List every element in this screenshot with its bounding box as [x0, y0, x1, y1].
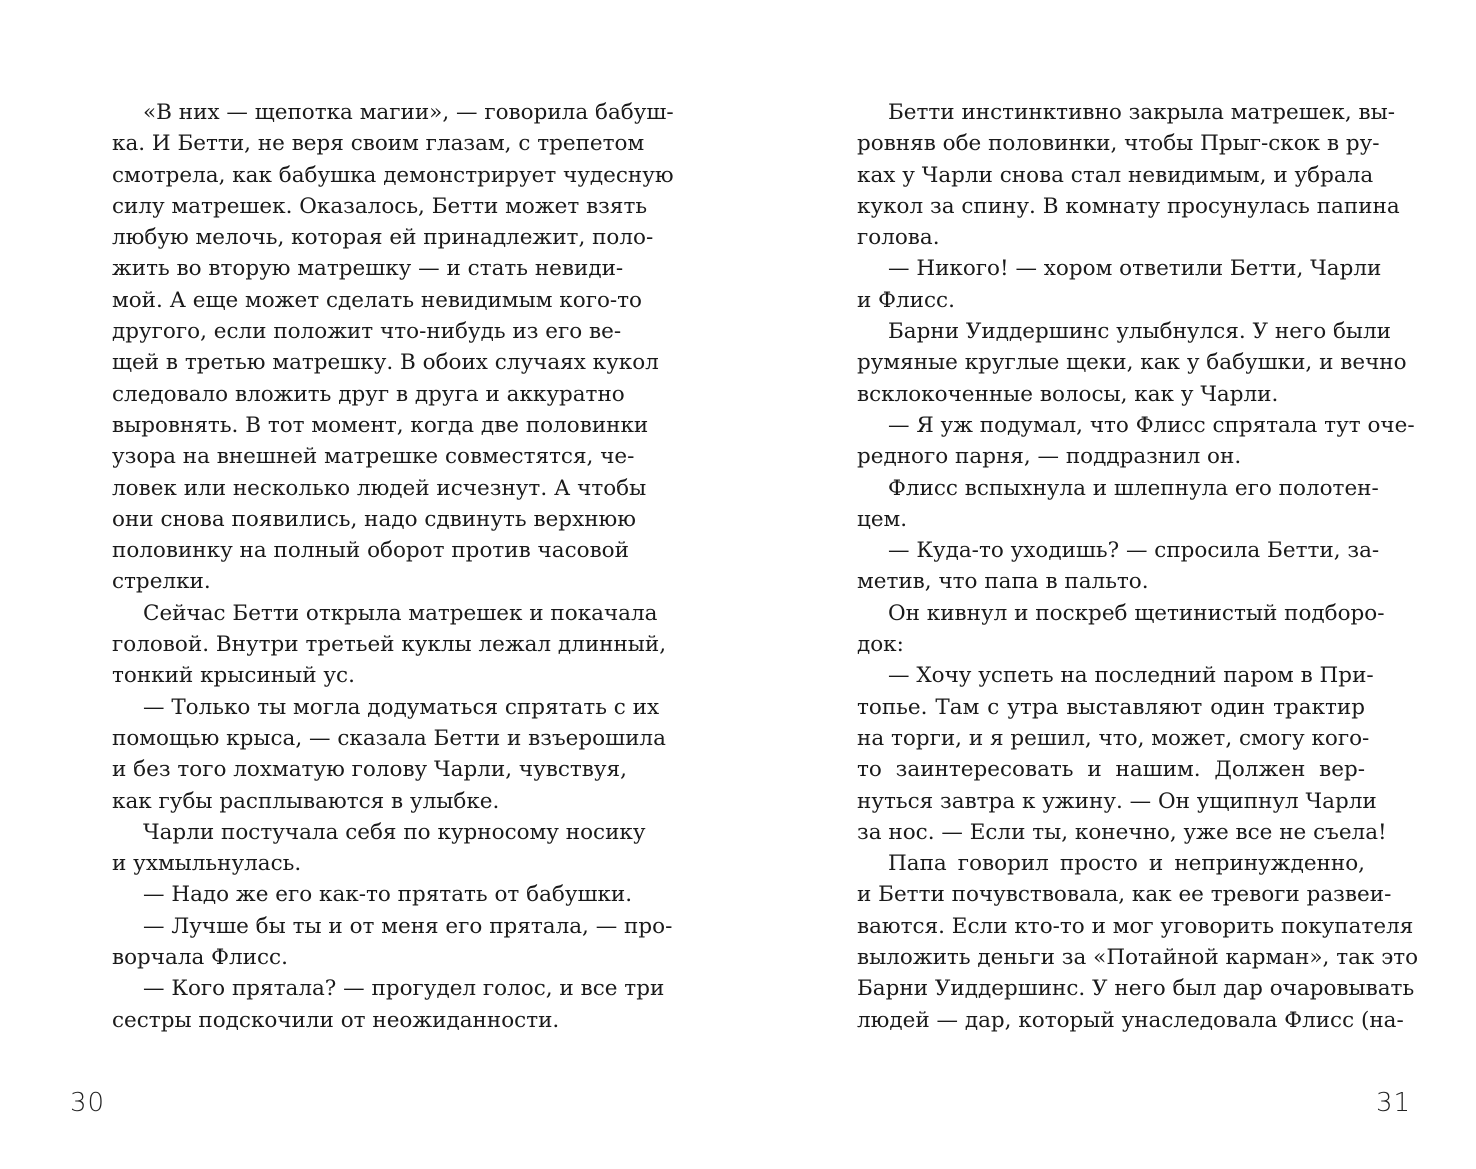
text-line: мой. А еще может сделать невидимым кого-то	[112, 287, 643, 313]
text-line: всклокоченные волосы, как у Чарли.	[857, 381, 1279, 407]
text-line: — Кого прятала? — прогудел голос, и все три	[143, 976, 665, 1002]
text-line: цем.	[857, 506, 908, 532]
text-line: — Куда-то уходишь? — спросила Бетти, за-	[888, 538, 1380, 564]
text-line: — Лучше бы ты и от меня его прятала, — про-	[143, 913, 673, 939]
text-line: Сейчас Бетти открыла матрешек и покачала	[143, 600, 658, 626]
text-line: на торги, и я решил, что, может, смогу кого-	[857, 725, 1370, 751]
text-line: «В них — щепотка магии», — говорила бабуш-	[143, 100, 674, 125]
text-line: Он кивнул и поскреб щетинистый подборо-	[888, 600, 1385, 626]
text-line: ловек или несколько людей исчезнут. А чтобы	[112, 475, 647, 501]
text-line: ках у Чарли снова стал невидимым, и убрала	[857, 162, 1374, 188]
text-line: смотрела, как бабушка демонстрирует чудесную	[112, 162, 674, 188]
text-line: они снова появились, надо сдвинуть верхнюю	[112, 506, 636, 532]
text-line: — Надо же его как-то прятать от бабушки.	[143, 882, 633, 908]
text-line: Барни Уиддершинс. У него был дар очаровывать	[857, 976, 1415, 1002]
right-page-number: 31	[1376, 1088, 1412, 1118]
text-line: ворчала Флисс.	[112, 945, 288, 971]
text-line: людей — дар, который унаследовала Флисс (на-	[857, 1007, 1404, 1033]
text-line: силу матрешек. Оказалось, Бетти может взять	[112, 193, 648, 219]
text-line: и Бетти почувствовала, как ее тревоги развеи-	[857, 882, 1392, 908]
text-line: кукол за спину. В комнату просунулась папина	[857, 193, 1400, 219]
text-line: любую мелочь, которая ей принадлежит, поло-	[112, 225, 654, 251]
text-line: жить во вторую матрешку — и стать невиди-	[112, 256, 624, 282]
right-page-text	[857, 97, 1419, 1036]
text-line: следовало вложить друг в друга и аккуратно	[112, 381, 625, 407]
text-line: за нос. — Если ты, конечно, уже все не съела!	[857, 819, 1387, 845]
left-page-text	[112, 97, 674, 1036]
text-line: нуться завтра к ужину. — Он ущипнул Чарли	[857, 788, 1377, 814]
text-line: и Флисс.	[857, 287, 955, 313]
text-line: как губы расплываются в улыбке.	[112, 788, 500, 814]
text-line: — Только ты могла додуматься спрятать с их	[143, 694, 660, 720]
text-line: и без того лохматую голову Чарли, чувствуя,	[112, 757, 627, 783]
text-line: половинку на полный оборот против часовой	[112, 538, 629, 564]
text-line: стрелки.	[112, 569, 211, 595]
text-line: — Хочу успеть на последний паром в При-	[888, 663, 1374, 689]
text-line: — Я уж подумал, что Флисс спрятала тут оче-	[888, 412, 1415, 438]
text-line: ваются. Если кто-то и мог уговорить покупателя	[857, 913, 1414, 939]
text-line: узора на внешней матрешке совместятся, че-	[112, 444, 635, 470]
text-line: то заинтересовать и нашим. Должен вер-	[857, 757, 1365, 783]
text-line: румяные круглые щеки, как у бабушки, и вечно	[857, 350, 1407, 376]
text-line: Чарли постучала себя по курносому носику	[143, 819, 646, 845]
text-line: выложить деньги за «Потайной карман», так это	[857, 945, 1419, 971]
text-line: ровняв обе половинки, чтобы Прыг-скок в ру-	[857, 131, 1380, 157]
text-line: топье. Там с утра выставляют один трактир	[857, 694, 1365, 720]
text-line: голова.	[857, 225, 940, 251]
text-line: Папа говорил просто и непринужденно,	[888, 851, 1365, 877]
text-line: щей в третью матрешку. В обоих случаях кукол	[112, 350, 659, 376]
left-page-number: 30	[70, 1088, 106, 1118]
text-line: другого, если положит что-нибудь из его ве-	[112, 319, 622, 345]
text-line: и ухмыльнулась.	[112, 851, 302, 877]
text-line: помощью крыса, — сказала Бетти и взъерошила	[112, 725, 666, 751]
text-line: Флисс вспыхнула и шлепнула его полотен-	[888, 475, 1379, 501]
text-line: выровнять. В тот момент, когда две половинки	[112, 412, 649, 438]
text-line: — Никого! — хором ответили Бетти, Чарли	[888, 256, 1382, 282]
text-line: метив, что папа в пальто.	[857, 569, 1149, 595]
text-line: сестры подскочили от неожиданности.	[112, 1007, 560, 1033]
text-line: Бетти инстинктивно закрыла матрешек, вы-	[888, 100, 1395, 125]
text-line: редного парня, — поддразнил он.	[857, 444, 1242, 470]
text-line: док:	[857, 632, 904, 658]
text-line: головой. Внутри третьей куклы лежал длинный,	[112, 632, 667, 658]
text-line: ка. И Бетти, не веря своим глазам, с трепетом	[112, 131, 645, 157]
text-line: Барни Уиддершинс улыбнулся. У него были	[888, 319, 1392, 345]
right-page	[738, 0, 1476, 1169]
text-line: тонкий крысиный ус.	[112, 663, 355, 689]
